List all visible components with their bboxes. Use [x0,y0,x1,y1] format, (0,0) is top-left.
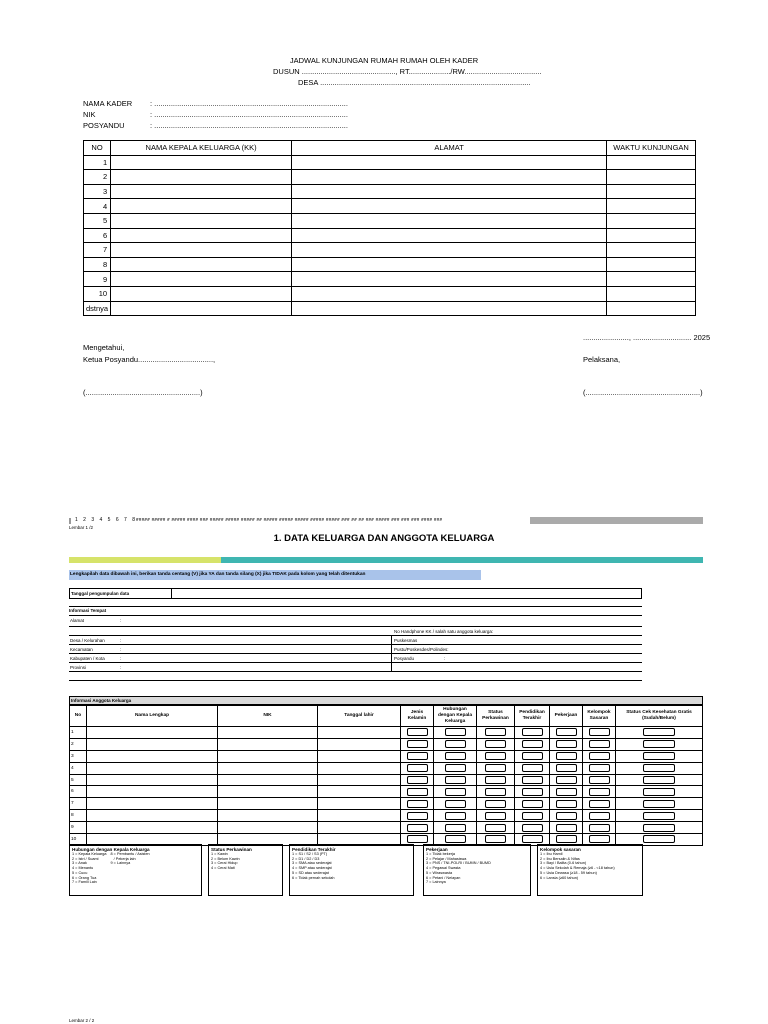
info-tempat-section [69,606,642,678]
legend-item: 5 = Usia Dewasa (≥18 - 59 tahun) [540,870,597,875]
legend-item: 3 = PNS / TNI-POLRI / BUMN / BUMD [426,861,491,866]
row-no: 6 [70,786,87,798]
legend-title: Pendidikan Terakhir [292,847,336,852]
cell[interactable] [218,774,318,786]
cell[interactable] [111,286,292,301]
cell[interactable] [318,762,401,774]
input-box[interactable] [485,752,506,760]
desa-kelurahan-label: Desa / Kelurahan [70,638,105,643]
cell[interactable] [318,810,401,822]
legend-status-perkawinan [208,844,283,896]
cell[interactable] [87,798,218,810]
input-box[interactable] [556,728,577,736]
colon: : [120,665,122,670]
row-no: 2 [84,170,111,185]
cell[interactable] [607,286,696,301]
puskesmas-label: Puskesmas [394,638,418,643]
legend-title: Hubungan dengan Kepala Keluarga [72,847,150,852]
col-alamat: ALAMAT [292,141,607,156]
page-nav-garbled: ##### ##### # ##### #### ### ##### ##### ##### ## ##### ##### ##### ##### ##### ### ## ## ### ##### ### ### ### #### ### [136,517,443,522]
table-row[interactable] [84,199,696,214]
legend-item: 7 = Lainnya [426,880,446,885]
input-box[interactable] [589,788,610,796]
input-box[interactable] [407,776,428,784]
row-no: 4 [70,762,87,774]
col-no: No [70,706,87,727]
input-box[interactable] [445,824,466,832]
legend-pekerjaan [423,844,531,896]
input-box[interactable] [407,740,428,748]
input-box[interactable] [445,812,466,820]
col-pekerjaan: Pekerjaan [550,706,583,727]
provinsi-label: Provinsi [70,665,87,670]
table-row[interactable] [84,184,696,199]
row-no: 4 [84,199,111,214]
input-box[interactable] [589,728,610,736]
table-row[interactable] [70,774,703,786]
col-hubungan: Hubungan dengan Kepala Keluarga [434,706,477,727]
input-box[interactable] [556,776,577,784]
colon: : [444,656,446,661]
table-row[interactable] [84,213,696,228]
cell[interactable] [87,750,218,762]
desa-line: DESA ..................................................................................................... [298,78,531,87]
field-value-nama-kader[interactable]: : ............................................................................................. [150,99,348,108]
input-box[interactable] [522,752,543,760]
pelaksana-label: Pelaksana, [583,355,621,364]
instruction-text: Lengkapilah data dibawah ini, berikan tanda centang (V) jika YA dan tanda silang (X) jika TIDAK pada kolom yang telah ditentukan [70,572,366,577]
row-no: 1 [84,155,111,170]
cell[interactable] [607,199,696,214]
legend-title: Pekerjaan [426,847,448,852]
table-row[interactable] [70,727,703,739]
cell[interactable] [292,213,607,228]
cell[interactable] [318,798,401,810]
input-box[interactable] [485,740,506,748]
signature-left: (.......................................................) [83,388,203,397]
colon: : [120,656,122,661]
field-label-nik: NIK [83,110,96,119]
row-no: 5 [84,213,111,228]
input-box[interactable] [407,752,428,760]
legend-item: 2 = Pelajar / Mahasiswa [426,856,467,861]
input-box[interactable] [407,835,428,843]
input-box[interactable] [407,824,428,832]
nav-marker [69,518,71,524]
input-box[interactable] [522,835,543,843]
cell[interactable] [292,257,607,272]
field-value-nik[interactable]: : ............................................................................................. [150,110,348,119]
input-box[interactable] [643,740,675,748]
cell[interactable] [111,184,292,199]
input-box[interactable] [445,776,466,784]
cell[interactable] [607,301,696,316]
table-row[interactable] [84,301,696,316]
input-box[interactable] [485,728,506,736]
form-title: 1. DATA KELUARGA DAN ANGGOTA KELUARGA [273,533,495,544]
cell[interactable] [292,184,607,199]
legend-item: 4 = Pegawai Swasta [426,866,461,871]
cell[interactable] [292,170,607,185]
cell[interactable] [87,738,218,750]
info-tempat-label: Informasi Tempat [69,608,107,613]
info-anggota-header [69,696,703,705]
dusun-line: DUSUN ............................................., RT..................../RW..................................... [273,67,542,76]
input-box[interactable] [643,800,675,808]
legend-item: 1 = Kepala Keluarga [72,852,107,856]
field-label-nama-kader: NAMA KADER [83,99,133,108]
input-box[interactable] [643,752,675,760]
no-hp-label: No Handphone KK / salah satu anggota keluarga: [394,629,494,634]
legend-kelompok-sasaran [537,844,643,896]
cell[interactable] [292,155,607,170]
input-box[interactable] [556,812,577,820]
table-row[interactable] [84,228,696,243]
cell[interactable] [318,822,401,834]
table-row[interactable] [70,786,703,798]
colon: : [120,647,122,652]
row-no: 3 [70,750,87,762]
input-box[interactable] [445,788,466,796]
input-box[interactable] [589,824,610,832]
cell[interactable] [218,738,318,750]
col-status-perkawinan: Status Perkawinan [477,706,515,727]
legend-item: 1 = Ibu Hamil [540,852,563,856]
input-box[interactable] [589,800,610,808]
scrollbar[interactable] [530,517,703,524]
accent-bar-yellow [69,557,221,563]
legend-title: Kelompok sasaran [540,847,581,852]
input-box[interactable] [643,728,675,736]
input-box[interactable] [589,835,610,843]
table-row[interactable] [84,243,696,258]
pustu-label: Pustu/Poskesdes/Polindes: [394,647,449,652]
cell[interactable] [318,750,401,762]
input-box[interactable] [407,728,428,736]
row-no: 9 [70,822,87,834]
schedule-table [83,140,696,316]
cell[interactable] [111,228,292,243]
accent-bar-teal [221,557,703,563]
cell[interactable] [87,822,218,834]
row-no: 2 [70,738,87,750]
cell[interactable] [87,727,218,739]
cell[interactable] [318,738,401,750]
input-box[interactable] [556,835,577,843]
input-box[interactable] [643,812,675,820]
input-box[interactable] [445,835,466,843]
cell[interactable] [87,762,218,774]
table-row[interactable] [70,798,703,810]
input-box[interactable] [556,788,577,796]
input-box[interactable] [407,800,428,808]
legend-pendidikan [289,844,414,896]
legend-item: 5 = Wiraswasta [426,870,453,875]
cell[interactable] [218,798,318,810]
input-box[interactable] [407,788,428,796]
input-box[interactable] [643,776,675,784]
input-box[interactable] [589,812,610,820]
cell[interactable] [111,243,292,258]
table-row[interactable] [70,762,703,774]
col-waktu: WAKTU KUNJUNGAN [607,141,696,156]
cell[interactable] [111,213,292,228]
input-box[interactable] [522,824,543,832]
col-nama-kk: NAMA KEPALA KELUARGA (KK) [111,141,292,156]
row-no: 7 [84,243,111,258]
legend-item: 2 = Istri / Suami [72,856,99,861]
page-numbers[interactable]: 1 2 3 4 5 6 7 8 [75,517,137,523]
cell[interactable] [218,786,318,798]
row-no: 10 [84,286,111,301]
input-box[interactable] [556,740,577,748]
legend-item: 6 = Lansia (≥60 tahun) [540,875,579,880]
legend-item: 8 = Pembantu / Asisten [110,852,150,856]
legend-item: 9 = Lainnya [110,861,131,866]
row-no: 1 [70,727,87,739]
input-box[interactable] [643,824,675,832]
cell[interactable] [292,301,607,316]
input-box[interactable] [445,740,466,748]
col-nik: NIK [218,706,318,727]
cell[interactable] [111,199,292,214]
input-box[interactable] [522,800,543,808]
input-box[interactable] [643,835,675,843]
input-box[interactable] [589,752,610,760]
ketua-label: Ketua Posyandu...................................., [83,355,216,364]
field-value-posyandu[interactable]: : ............................................................................................. [150,121,348,130]
table-row[interactable] [84,170,696,185]
kecamatan-label: Kecamatan [70,647,93,652]
cell[interactable] [218,727,318,739]
legend-item: 2 = Belum Kawin [211,856,240,861]
input-box[interactable] [643,788,675,796]
cell[interactable] [607,272,696,287]
input-box[interactable] [445,728,466,736]
row-no: 10 [70,834,87,846]
row-no: 7 [70,798,87,810]
input-box[interactable] [485,764,506,772]
cell[interactable] [218,750,318,762]
row-no: 8 [84,257,111,272]
col-tanggal-lahir: Tanggal lahir [318,706,401,727]
row-no: 9 [84,272,111,287]
col-pendidikan: Pendidikan Terakhir [515,706,550,727]
col-kelompok-sasaran: Kelompok Sasaran [583,706,616,727]
input-box[interactable] [445,764,466,772]
cell[interactable] [292,199,607,214]
cell[interactable] [607,228,696,243]
input-box[interactable] [445,752,466,760]
input-box[interactable] [445,800,466,808]
input-box[interactable] [556,800,577,808]
input-box[interactable] [522,788,543,796]
colon: : [120,638,122,643]
input-box[interactable] [589,740,610,748]
field-label-posyandu: POSYANDU [83,121,125,130]
input-box[interactable] [643,764,675,772]
input-box[interactable] [522,776,543,784]
legend-item: 5 = Cucu [72,870,88,875]
legend-item: 3 = SMA atau sederajat [292,861,332,866]
legend-item: 3 = Bayi / Balita (0-6 tahun) [540,861,587,866]
input-box[interactable] [522,812,543,820]
col-nama-lengkap: Nama Lengkap [87,706,218,727]
input-box[interactable] [485,800,506,808]
legend-item: 1 = Tidak bekerja [426,852,456,856]
info-anggota-label: Informasi Anggota Keluarga [71,698,132,703]
legend-title: Status Perkawinan [211,847,252,852]
legend-item: 4 = Cerai Mati [211,866,235,871]
row-no: 5 [70,774,87,786]
instruction-bar [69,570,481,580]
alamat-label: Alamat [70,618,85,623]
table-row[interactable] [84,257,696,272]
sheet-label: Lembar 1 /2 [69,525,94,530]
input-box[interactable] [589,776,610,784]
legend-item: 3 = Cerai Hidup [211,861,238,866]
row-no: 6 [84,228,111,243]
cell[interactable] [292,243,607,258]
divider [171,589,172,598]
cell[interactable] [607,243,696,258]
member-table [69,705,703,846]
cell[interactable] [218,810,318,822]
input-box[interactable] [407,764,428,772]
input-box[interactable] [485,835,506,843]
col-no: NO [84,141,111,156]
colon: : [120,618,122,623]
table-row[interactable] [70,810,703,822]
legend-item: / Pekerja lain [110,856,136,861]
input-box[interactable] [485,824,506,832]
input-box[interactable] [589,764,610,772]
cell[interactable] [218,822,318,834]
cell[interactable] [607,257,696,272]
input-box[interactable] [485,812,506,820]
legend-item: 4 = SMP atau sederajat [292,866,332,871]
cell[interactable] [318,774,401,786]
cell[interactable] [292,272,607,287]
legend-item: 5 = SD atau sederajat [292,870,329,875]
legend-item: 6 = Petani / Nelayan [426,875,461,880]
cell[interactable] [318,727,401,739]
input-box[interactable] [522,740,543,748]
row-no: 3 [84,184,111,199]
signature-right: (.......................................................) [583,388,703,397]
cell[interactable] [87,786,218,798]
table-row[interactable] [84,155,696,170]
row-no: 8 [70,810,87,822]
cell[interactable] [87,810,218,822]
legend-item: 6 = Orang Tua [72,875,97,880]
input-box[interactable] [522,728,543,736]
legend-item: 7 = Famili Lain [72,880,97,885]
cell[interactable] [292,286,607,301]
legend-hubungan [69,844,202,896]
legend-item: 1 = S1 / S2 / S3 (PT) [292,852,328,856]
input-box[interactable] [556,764,577,772]
kabupaten-label: Kabupaten / Kota [70,656,105,661]
cell[interactable] [607,213,696,228]
tanggal-row [69,588,642,599]
input-box[interactable] [556,752,577,760]
cell[interactable] [111,170,292,185]
cell[interactable] [111,272,292,287]
table-row[interactable] [84,286,696,301]
date-line: ......................, ............................ 2025 [583,333,711,342]
input-box[interactable] [485,788,506,796]
legend-item: 4 = Usia Sekolah & Remaja (≥6 - <18 tahun) [540,866,615,871]
table-row[interactable] [70,822,703,834]
input-box[interactable] [485,776,506,784]
cell[interactable] [607,184,696,199]
table-row[interactable] [70,738,703,750]
input-box[interactable] [522,764,543,772]
mengetahui-label: Mengetahui, [83,343,125,352]
sheet-label-2: Lembar 2 / 2 [69,1018,95,1023]
cell[interactable] [87,774,218,786]
cell[interactable] [292,228,607,243]
schedule-title: JADWAL KUNJUNGAN RUMAH RUMAH OLEH KADER [289,56,479,65]
cell[interactable] [111,301,292,316]
legend-item: 2 = Ibu Bersalin & Nifas [540,856,580,861]
legend-item: 2 = D1 / D2 / D3 [292,856,320,861]
divider [391,635,392,671]
legend-item: 6 = Tidak pernah sekolah [292,875,335,880]
row-no: dstnya [84,301,111,316]
legend-item: 4 = Menantu [72,866,94,871]
table-row[interactable] [70,750,703,762]
input-box[interactable] [407,812,428,820]
col-jenis-kelamin: Jenis Kelamin [401,706,434,727]
cell[interactable] [607,170,696,185]
table-row[interactable] [84,272,696,287]
legend-item: 3 = Anak [72,861,87,866]
cell[interactable] [218,762,318,774]
posyandu-label: Posyandu [394,656,415,661]
cell[interactable] [111,155,292,170]
cell[interactable] [111,257,292,272]
legend-item: 1 = Kawin [211,852,228,856]
cell[interactable] [318,786,401,798]
cell[interactable] [607,155,696,170]
input-box[interactable] [556,824,577,832]
tanggal-label: Tanggal pengumpulan data [71,591,130,596]
col-status-cek: Status Cek Kesehatan Gratis (Sudah/Belum) [616,706,703,727]
